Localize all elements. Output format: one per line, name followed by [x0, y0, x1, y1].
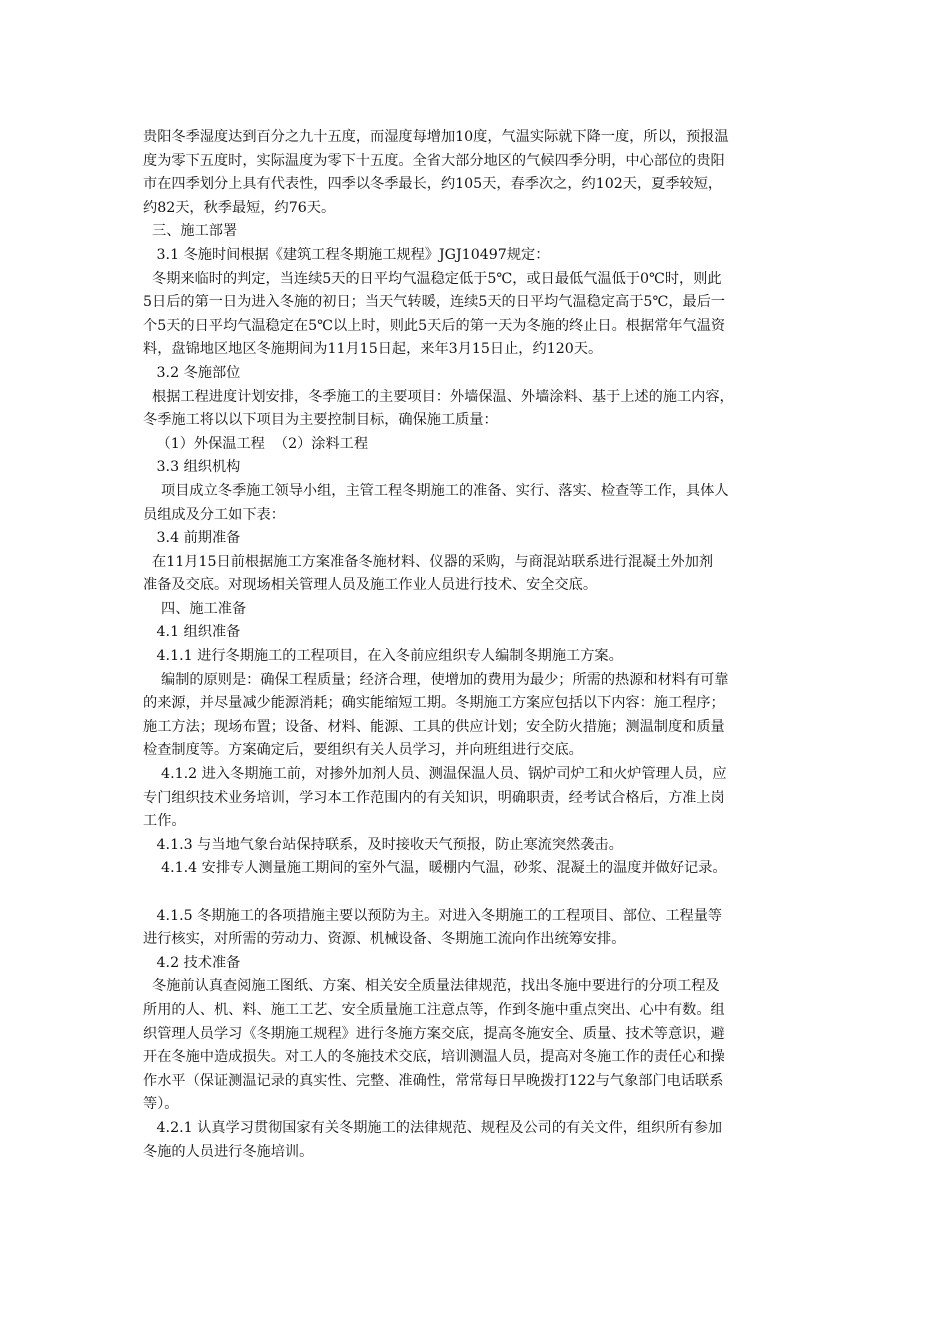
- text-line: 贵阳冬季湿度达到百分之九十五度，而湿度每增加10度，气温实际就下降一度，所以，预报温: [143, 129, 729, 145]
- text-line: 4.2.1 认真学习贯彻国家有关冬期施工的法律规范、规程及公司的有关文件，组织所有参加: [143, 1119, 723, 1136]
- text-line: 开在冬施中造成损失。对工人的冬施技术交底，培训测温人员，提高对冬施工作的责任心和操: [143, 1049, 725, 1066]
- text-line: 度为零下五度时，实际温度为零下十五度。全省大部分地区的气候四季分明，中心部位的贵阳: [143, 152, 725, 169]
- text-line: 检查制度等。方案确定后，要组织有关人员学习，并向班组进行交底。: [143, 742, 583, 759]
- text-line: 施工方法；现场布置；设备、材料、能源、工具的供应计划；安全防火措施；测温制度和质量: [143, 718, 725, 735]
- text-line: 约82天，秋季最短，约76天。: [143, 199, 336, 216]
- text-line: 等）。: [143, 1096, 179, 1113]
- document-page: [143, 126, 808, 1164]
- text-line: 的来源，并尽量减少能源消耗；确实能缩短工期。冬期施工方案应包括以下内容：施工程序；: [143, 695, 725, 712]
- text-line: 4.1.4 安排专人测量施工期间的室外气温，暖棚内气温，砂浆、混凝土的温度并做好记录。: [143, 860, 727, 877]
- text-line: 5日后的第一日为进入冬施的初日；当天气转暖，连续5天的日平均气温稳定高于5℃，最后一: [143, 294, 726, 311]
- text-line: 冬施前认真查阅施工图纸、方案、相关安全质量法律规范，找出冬施中要进行的分项工程及: [143, 978, 720, 995]
- text-line: 3.4 前期准备: [143, 530, 241, 547]
- text-line: 编制的原则是：确保工程质量；经济合理，使增加的费用为最少；所需的热源和材料有可靠: [143, 671, 729, 688]
- text-line: 4.1.3 与当地气象台站保持联系，及时接收天气预报，防止寒流突然袭击。: [143, 836, 623, 853]
- text-line: 4.1.5 冬期施工的各项措施主要以预防为主。对进入冬期施工的工程项目、部位、工程量等: [143, 907, 723, 924]
- text-line: 冬施的人员进行冬施培训。: [143, 1143, 314, 1160]
- text-line: 作水平（保证测温记录的真实性、完整、准确性，常常每日早晚拨打122与气象部门电话联系: [143, 1072, 724, 1089]
- text-line: （1）外保温工程 （2）涂料工程: [143, 435, 369, 452]
- text-line: 料，盘锦地区地区冬施期间为11月15日起，来年3月15日止，约120天。: [143, 341, 603, 358]
- text-line: 进行核实，对所需的劳动力、资源、机械设备、冬期施工流向作出统筹安排。: [143, 931, 626, 948]
- text-line: 冬季施工将以以下项目为主要控制目标，确保施工质量：: [143, 412, 498, 429]
- text-line: 3.3 组织机构: [143, 459, 241, 476]
- text-line: [143, 881, 808, 905]
- text-line: 准备及交底。对现场相关管理人员及施工作业人员进行技术、安全交底。: [143, 577, 598, 594]
- text-line: 四、施工准备: [143, 600, 247, 617]
- text-line: 所用的人、机、料、施工工艺、安全质量施工注意点等，作到冬施中重点突出、心中有数。组: [143, 1001, 725, 1018]
- text-line: 4.2 技术准备: [143, 954, 241, 971]
- text-line: 工作。: [143, 813, 186, 830]
- text-line: 3.2 冬施部位: [143, 364, 241, 381]
- text-line: 3.1 冬施时间根据《建筑工程冬期施工规程》JGJ10497规定：: [143, 246, 550, 263]
- text-line: 个5天的日平均气温稳定在5℃以上时，则此5天后的第一天为冬施的终止日。根据常年气温资: [143, 317, 726, 334]
- text-line: 4.1.2 进入冬期施工前，对掺外加剂人员、测温保温人员、锅炉司炉工和火炉管理人员，应: [143, 766, 727, 783]
- text-line: 冬期来临时的判定，当连续5天的日平均气温稳定低于5℃，或日最低气温低于0℃时，则此: [143, 270, 722, 287]
- text-line: 三、施工部署: [143, 223, 238, 240]
- text-line: 项目成立冬季施工领导小组，主管工程冬期施工的准备、实行、落实、检查等工作，具体人: [143, 482, 729, 499]
- text-line: 根据工程进度计划安排，冬季施工的主要项目：外墙保温、外墙涂料、基于上述的施工内容，: [143, 388, 734, 405]
- text-line: 在11月15日前根据施工方案准备冬施材料、仪器的采购，与商混站联系进行混凝土外加剂: [143, 553, 714, 570]
- text-line: 员组成及分工如下表：: [143, 506, 285, 523]
- text-line: 专门组织技术业务培训，学习本工作范围内的有关知识，明确职责，经考试合格后，方准上岗: [143, 789, 725, 806]
- text-line: 4.1 组织准备: [143, 624, 241, 641]
- text-line: 市在四季划分上具有代表性，四季以冬季最长，约105天，春季次之，约102天，夏季较短，: [143, 176, 723, 193]
- text-line: 4.1.1 进行冬期施工的工程项目，在入冬前应组织专人编制冬期施工方案。: [143, 648, 623, 665]
- text-line: 织管理人员学习《冬期施工规程》进行冬施方案交底，提高冬施安全、质量、技术等意识，避: [143, 1025, 725, 1042]
